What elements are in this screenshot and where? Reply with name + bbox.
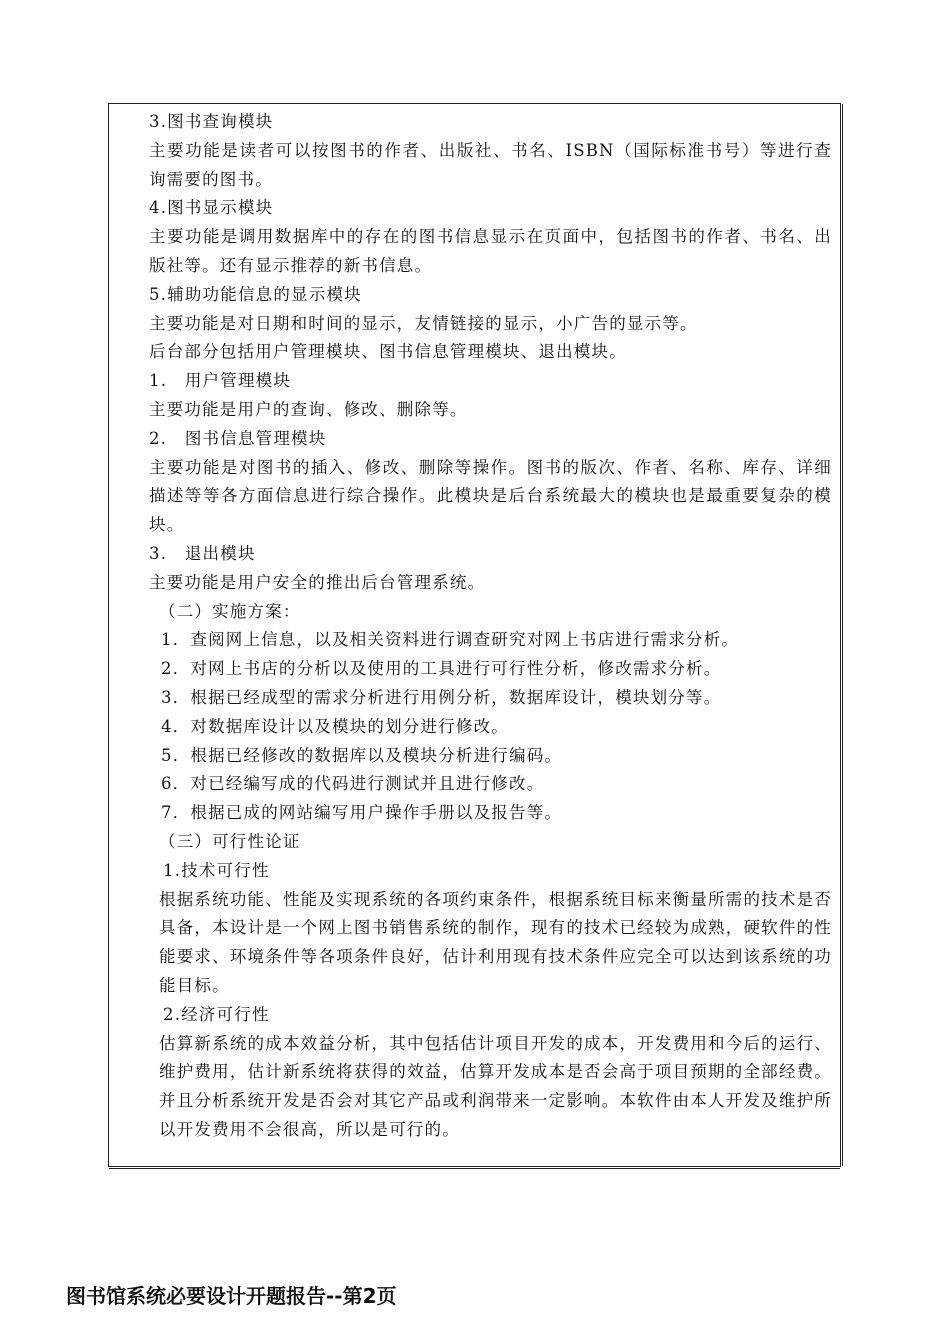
page-footer: 图书馆系统必要设计开题报告--第2页	[66, 1284, 397, 1308]
module3-title: 3.图书查询模块	[149, 112, 274, 131]
module4-title: 4.图书显示模块	[149, 198, 274, 218]
backend-module1-title: 1. 用户管理模块	[149, 371, 292, 391]
tech-feasibility-title: 1.技术可行性	[163, 860, 270, 880]
econ-feasibility-body: 估算新系统的成本效益分析，其中包括估计项目开发的成本，开发费用和今后的运行、维护费用，估计新系统将获得的效益，估算开发成本是否会高于项目预期的全部经费。并且分析系统开发是否会对其它产品或利润带来一定影响。本软件由本人开发及维护所以开发费用不会很高，所以是可行的。	[159, 1033, 832, 1139]
implementation-heading: （二）实施方案：	[159, 601, 301, 621]
implementation-step: 6．对已经编写成的代码进行测试并且进行修改。	[161, 774, 545, 794]
implementation-step: 7．根据已成的网站编写用户操作手册以及报告等。	[161, 803, 563, 823]
implementation-step: 5．根据已经修改的数据库以及模块分析进行编码。	[161, 745, 563, 765]
module5-title: 5.辅助功能信息的显示模块	[149, 284, 362, 304]
backend-intro: 后台部分包括用户管理模块、图书信息管理模块、退出模块。	[149, 342, 627, 362]
econ-feasibility-title: 2.经济可行性	[163, 1004, 270, 1024]
backend-module2-title: 2. 图书信息管理模块	[149, 428, 327, 448]
backend-module2-body: 主要功能是对图书的插入、修改、删除等操作。图书的版次、作者、名称、库存、详细描述等等各方面信息进行综合操作。此模块是后台系统最大的模块也是最重要复杂的模块。	[149, 457, 832, 535]
tech-feasibility-body: 根据系统功能、性能及实现系统的各项约束条件，根据系统目标来衡量所需的技术是否具备，本设计是一个网上图书销售系统的制作，现有的技术已经较为成熟，硬软件的性能要求、环境条件等各项条件良好，估计利用现有技术条件应完全可以达到该系统的功能目标。	[159, 889, 832, 995]
report-content	[149, 108, 832, 1145]
implementation-step: 4．对数据库设计以及模块的划分进行修改。	[161, 716, 509, 736]
backend-module3-body: 主要功能是用户安全的推出后台管理系统。	[149, 572, 486, 592]
backend-module3-title: 3. 退出模块	[149, 543, 256, 563]
module3-body: 主要功能是读者可以按图书的作者、出版社、书名、ISBN（国际标准书号）等进行查询需要的图书。	[149, 140, 832, 189]
implementation-step: 1．查阅网上信息，以及相关资料进行调查研究对网上书店进行需求分析。	[161, 630, 740, 650]
module5-body: 主要功能是对日期和时间的显示，友情链接的显示，小广告的显示等。	[149, 313, 698, 333]
feasibility-heading: （三）可行性论证	[159, 831, 301, 851]
backend-module1-body: 主要功能是用户的查询、修改、删除等。	[149, 399, 468, 419]
implementation-step: 3．根据已经成型的需求分析进行用例分析，数据库设计，模块划分等。	[161, 687, 722, 707]
module4-body: 主要功能是调用数据库中的存在的图书信息显示在页面中，包括图书的作者、书名、出版社等。还有显示推荐的新书信息。	[149, 227, 832, 275]
report-frame	[108, 103, 841, 1167]
implementation-step: 2．对网上书店的分析以及使用的工具进行可行性分析，修改需求分析。	[161, 659, 722, 679]
